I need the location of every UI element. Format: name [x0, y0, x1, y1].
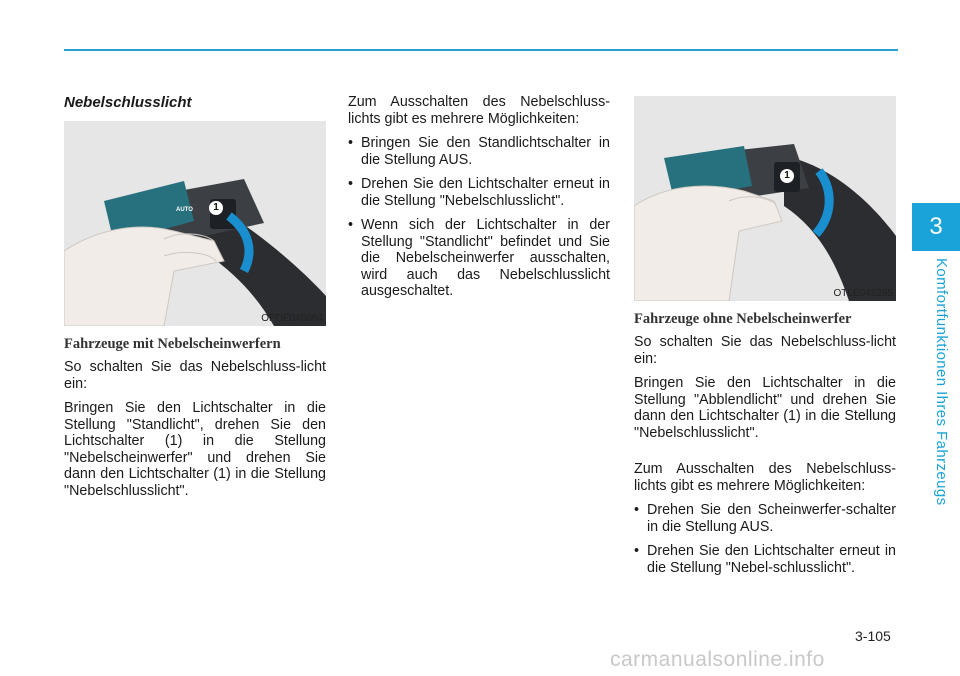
column-1 [64, 90, 326, 507]
chapter-number: 3 [929, 213, 943, 240]
paragraph: Bringen Sie den Lichtschalter in die Stellung "Standlicht", drehen Sie den Lichtschalter (1) in die Stellung "Nebelscheinwerfer" und drehen Sie dann den Lichtschalter (1) in die Stellung "Nebelschlusslicht". [64, 400, 326, 499]
column-3 [634, 96, 896, 584]
list-item: • Drehen Sie den Lichtschalter erneut in die Stellung "Nebel-schlusslicht". [634, 543, 896, 576]
figure-code: OPDE046064 [261, 313, 323, 324]
section-heading: Nebelschlusslicht [64, 94, 192, 111]
chapter-title: Komfortfunktionen Ihres Fahrzeugs [933, 258, 950, 506]
figure-with-fog-lamps [64, 121, 326, 326]
paragraph: Zum Ausschalten des Nebelschluss-lichts gibt es mehrere Möglichkeiten: [634, 461, 896, 494]
list-item: • Wenn sich der Lichtschalter in der Stellung "Standlicht" befindet und Sie die Nebelscheinwerfer ausschalten, wird auch das Nebelschlusslicht ausgeschaltet. [348, 217, 610, 300]
subheading: Fahrzeuge ohne Nebelscheinwerfer [634, 311, 852, 327]
auto-label: AUTO [176, 207, 193, 213]
list-item: • Drehen Sie den Lichtschalter erneut in die Stellung "Nebelschlusslicht". [348, 176, 610, 209]
light-switch-illustration [634, 96, 896, 301]
list-item: • Drehen Sie den Scheinwerfer-schalter in die Stellung AUS. [634, 502, 896, 535]
bullet-list [348, 135, 610, 300]
page-number: 3-105 [855, 628, 891, 644]
paragraph: Bringen Sie den Lichtschalter in die Stellung "Abblendlicht" und drehen Sie dann den Lichtschalter (1) in die Stellung "Nebelschlusslicht". [634, 375, 896, 441]
figure-without-fog-lamps [634, 96, 896, 301]
paragraph: Zum Ausschalten des Nebelschluss-lichts gibt es mehrere Möglichkeiten: [348, 94, 610, 127]
bullet-list [634, 502, 896, 576]
top-rule [64, 49, 898, 51]
callout-number: 1 [780, 169, 794, 183]
list-item: • Bringen Sie den Standlichtschalter in die Stellung AUS. [348, 135, 610, 168]
column-2 [348, 90, 610, 308]
light-switch-illustration [64, 121, 326, 326]
paragraph: So schalten Sie das Nebelschluss-licht ein: [634, 334, 896, 367]
watermark: carmanualsonline.info [610, 648, 825, 671]
subheading: Fahrzeuge mit Nebelscheinwerfern [64, 336, 281, 352]
callout-number: 1 [209, 201, 223, 215]
paragraph: So schalten Sie das Nebelschluss-licht ein: [64, 359, 326, 392]
figure-code: OTLE045285 [833, 288, 893, 299]
chapter-tab [912, 203, 960, 251]
